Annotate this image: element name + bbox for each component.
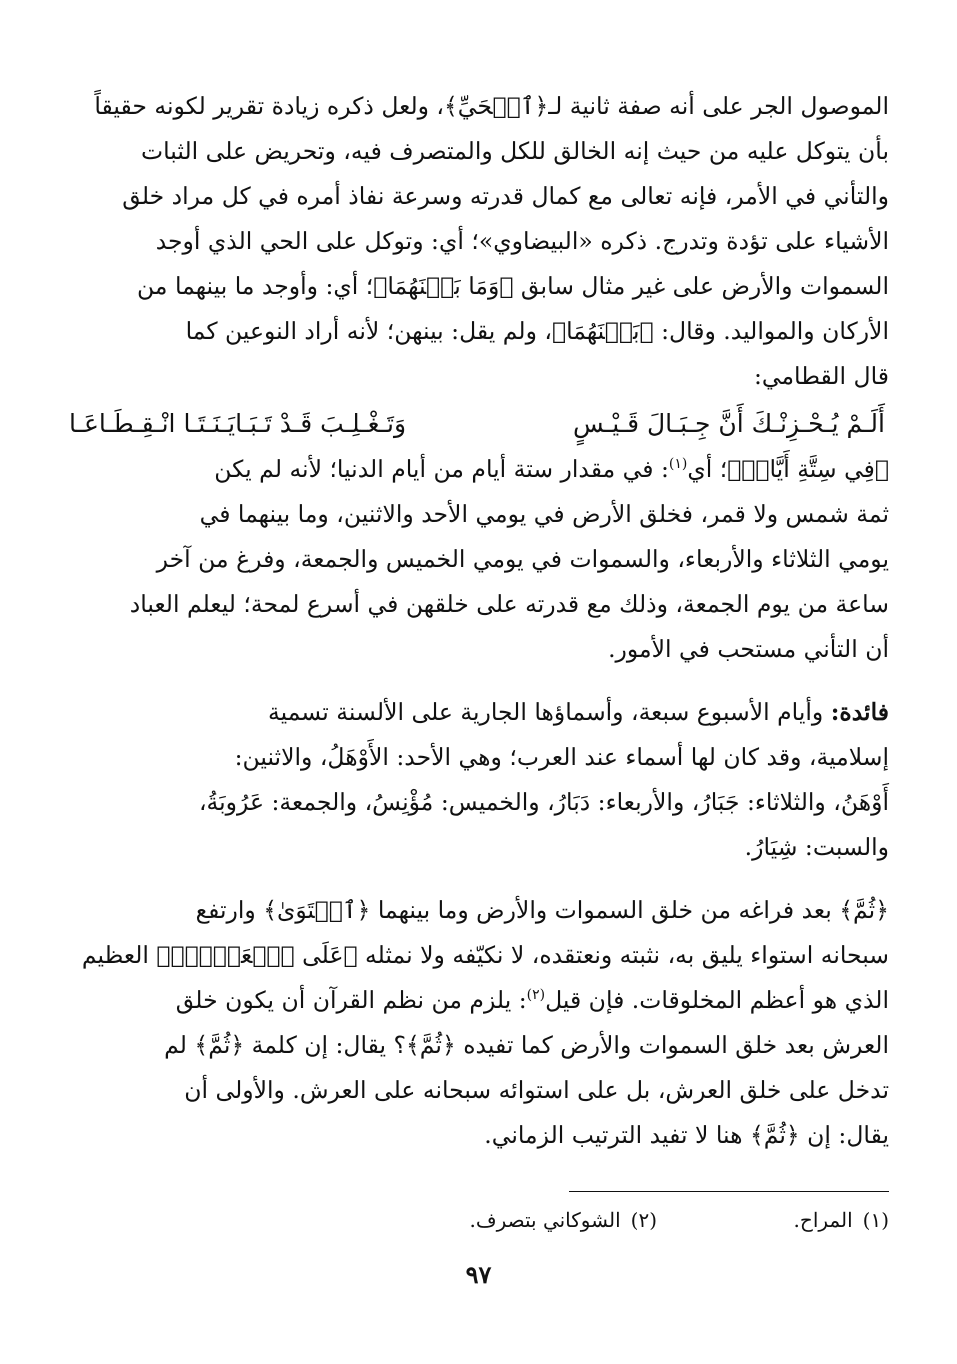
footnote-1 [657,1205,889,1235]
footnote-text: المراح. [793,1208,853,1232]
text-line: يومي الثلاثاء والأربعاء، والسموات في يومي الخميس والجمعة، وفرغ من آخر [156,545,889,573]
verse-second-hemistich: وَتَـغْـلِـبَ قَـدْ تَـبَـايَـنَـتَـا انْـقِـطَـاعَـا [69,409,407,438]
footnote-2 [425,1205,657,1235]
text-line: الأشياء على تؤدة وتدرج. ذكره «البيضاوي»؛ أي: وتوكل على الحي الذي أوجد [155,227,889,255]
text-line: والتأني في الأمر، فإنه تعالى مع كمال قدرته وسرعة نفاذ أمره في كل مراد خلق [122,182,889,210]
paragraph-fa-ida [69,690,889,870]
text-line: أَوْهَنُ، والثلاثاء: جَبَارُ، والأربعاء: دَبَارُ، والخميس: مُؤْنِسُ، والجمعة: عَرُوبَةُ، [198,788,889,816]
footnote-number: (٢) [630,1208,657,1232]
spacer [69,672,889,690]
text-line: ﴿ثُمَّ﴾ بعد فراغه من خلق السموات والأرض وما بينهما ﴿ٱسۡتَوَىٰ﴾ وارتفع [195,896,889,924]
text-line: أن التأني مستحب في الأمور. [608,635,889,663]
text-span: : يلزم من نظم القرآن أن يكون خلق [175,986,527,1014]
text-line: تدخل على خلق العرش، بل على استوائه سبحانه على العرش. والأولى أن [184,1076,889,1104]
text-line: العرش بعد خلق السموات والأرض كما تفيده ﴿ثُمَّ﴾؟ يقال: إن كلمة ﴿ثُمَّ﴾ لم [164,1031,889,1059]
fa-ida-label: فائدة: [830,698,889,726]
verse-first-hemistich: أَلَـمْ يُـحْـزِنْـكَ أَنَّ جِـبَـالَ قَـيْـسٍ [573,409,885,438]
text-line: الأركان والمواليد. وقال: ﴿بَيۡنَهُمَا﴾، ولم يقل: بينهن؛ لأنه أراد النوعين كما [185,317,889,345]
text-span: الذي هو أعظم المخلوقات. فإن قيل [545,986,889,1014]
quran-quote: ﴿فِي سِتَّةِ أَيَّامٖ﴾؛ أي [687,455,889,483]
footnote-ref: (١) [668,456,688,473]
footnotes [249,1205,889,1235]
text-line: الموصول الجر على أنه صفة ثانية لـ﴿ٱلۡحَيِّ﴾، ولعل ذكره زيادة تقرير لكونه حقيقاً [94,92,889,120]
page-number: ٩٧ [465,1260,492,1289]
poetry-verse [69,401,889,447]
footnote-text: الشوكاني بتصرف. [469,1208,621,1232]
text-line: السموات والأرض على غير مثال سابق ﴿وَمَا بَيۡنَهُمَا﴾؛ أي: وأوجد ما بينهما من [137,272,889,300]
text-line: قال القطامي: [753,362,889,390]
text-line: سبحانه استواء يليق به، نثبته ونعتقده، لا نكيّفه ولا نمثله ﴿عَلَى ٱلۡعَرۡشِۚ﴾ العظيم [81,941,889,969]
page-body [69,84,889,1158]
paragraph-tawakkul [69,84,889,399]
footnote-divider [569,1191,889,1192]
text-span: وأيام الأسبوع سبعة، وأسماؤها الجارية على الألسنة تسمية [268,698,831,726]
text-line [69,447,889,492]
text-line: والسبت: شِيَارُ. [744,833,889,861]
text-line: إسلامية، وقد كان لها أسماء عند العرب؛ وهي الأحد: الأَوْهَلُ، والاثنين: [234,743,889,771]
footnote-ref: (٢) [526,987,546,1004]
spacer [69,870,889,888]
text-line: يقال: إن ﴿ثُمَّ﴾ هنا لا تفيد الترتيب الزماني. [484,1121,889,1149]
text-line [69,978,889,1023]
text-line: ساعة من يوم الجمعة، وذلك مع قدرته على خلقهن في أسرع لمحة؛ ليعلم العباد [129,590,889,618]
text-line: بأن يتوكل عليه من حيث إنه الخالق للكل والمتصرف فيه، وتحريض على الثبات [140,137,889,165]
paragraph-istiwa [69,888,889,1158]
text-line [69,690,889,735]
footnote-number: (١) [862,1208,889,1232]
paragraph-six-days [69,447,889,672]
text-span: : في مقدار ستة أيام من أيام الدنيا؛ لأنه لم يكن [214,455,669,483]
text-line: ثمة شمس ولا قمر، فخلق الأرض في يومي الأحد والاثنين، وما بينهما في [199,500,889,528]
